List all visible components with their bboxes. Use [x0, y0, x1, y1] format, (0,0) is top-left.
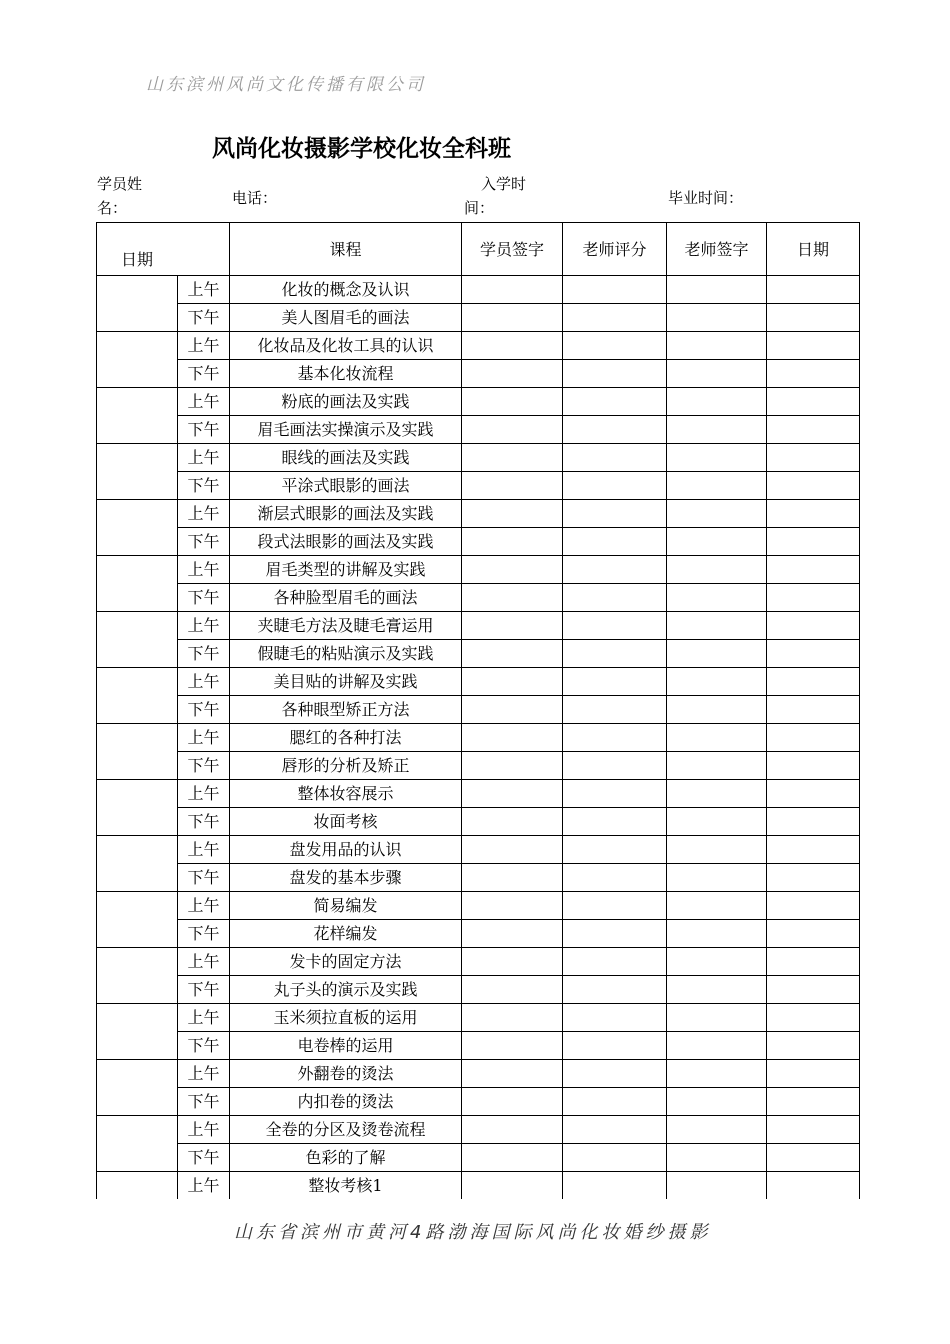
day-cell[interactable] — [97, 724, 178, 780]
teacher-score-cell[interactable] — [563, 808, 667, 836]
course-cell: 平涂式眼影的画法 — [230, 472, 462, 500]
table-row — [97, 1172, 860, 1200]
course-cell: 简易编发 — [230, 892, 462, 920]
day-cell[interactable] — [97, 332, 178, 388]
date-cell[interactable] — [767, 1032, 860, 1060]
date-cell[interactable] — [767, 752, 860, 780]
date-cell[interactable] — [767, 920, 860, 948]
day-cell[interactable] — [97, 556, 178, 612]
student-sign-cell[interactable] — [462, 1088, 563, 1116]
period-cell: 上午 — [178, 780, 230, 808]
date-cell[interactable] — [767, 948, 860, 976]
student-sign-cell[interactable] — [462, 416, 563, 444]
table-row — [97, 836, 860, 864]
period-cell: 上午 — [178, 276, 230, 304]
course-cell: 各种眼型矫正方法 — [230, 696, 462, 724]
teacher-score-cell[interactable] — [563, 1116, 667, 1144]
teacher-score-cell[interactable] — [563, 640, 667, 668]
date-cell[interactable] — [767, 668, 860, 696]
teacher-sign-cell[interactable] — [667, 948, 767, 976]
course-cell: 各种脸型眉毛的画法 — [230, 584, 462, 612]
date-cell[interactable] — [767, 696, 860, 724]
day-cell[interactable] — [97, 1116, 178, 1172]
course-cell: 粉底的画法及实践 — [230, 388, 462, 416]
period-cell: 上午 — [178, 1004, 230, 1032]
teacher-score-cell[interactable] — [563, 500, 667, 528]
teacher-sign-cell[interactable] — [667, 1060, 767, 1088]
date-cell[interactable] — [767, 1144, 860, 1172]
student-sign-cell[interactable] — [462, 668, 563, 696]
day-cell[interactable] — [97, 1060, 178, 1116]
table-row — [97, 1004, 860, 1032]
student-sign-cell[interactable] — [462, 724, 563, 752]
table-row — [97, 808, 860, 836]
teacher-score-cell[interactable] — [563, 1088, 667, 1116]
teacher-score-cell[interactable] — [563, 584, 667, 612]
day-cell[interactable] — [97, 612, 178, 668]
teacher-sign-cell[interactable] — [667, 1116, 767, 1144]
teacher-sign-cell[interactable] — [667, 752, 767, 780]
course-cell: 整体妆容展示 — [230, 780, 462, 808]
teacher-score-cell[interactable] — [563, 276, 667, 304]
table-row — [97, 500, 860, 528]
date-cell[interactable] — [767, 892, 860, 920]
teacher-score-cell[interactable] — [563, 1172, 667, 1200]
teacher-score-cell[interactable] — [563, 696, 667, 724]
period-cell: 上午 — [178, 836, 230, 864]
course-cell: 外翻卷的烫法 — [230, 1060, 462, 1088]
course-cell: 盘发用品的认识 — [230, 836, 462, 864]
table-row — [97, 976, 860, 1004]
teacher-score-cell[interactable] — [563, 1060, 667, 1088]
student-sign-cell[interactable] — [462, 276, 563, 304]
table-body — [97, 276, 860, 1200]
course-cell: 玉米须拉直板的运用 — [230, 1004, 462, 1032]
course-cell: 化妆的概念及认识 — [230, 276, 462, 304]
course-cell: 色彩的了解 — [230, 1144, 462, 1172]
teacher-score-cell[interactable] — [563, 1144, 667, 1172]
teacher-score-cell[interactable] — [563, 1032, 667, 1060]
day-cell[interactable] — [97, 892, 178, 948]
table-row — [97, 948, 860, 976]
teacher-sign-cell[interactable] — [667, 976, 767, 1004]
period-cell: 上午 — [178, 388, 230, 416]
date-cell[interactable] — [767, 500, 860, 528]
teacher-sign-cell[interactable] — [667, 472, 767, 500]
teacher-sign-cell[interactable] — [667, 724, 767, 752]
student-sign-cell[interactable] — [462, 752, 563, 780]
period-cell: 下午 — [178, 584, 230, 612]
date-cell[interactable] — [767, 780, 860, 808]
teacher-sign-cell[interactable] — [667, 864, 767, 892]
table-header-row — [97, 223, 860, 276]
date-cell[interactable] — [767, 528, 860, 556]
course-cell: 花样编发 — [230, 920, 462, 948]
course-cell: 唇形的分析及矫正 — [230, 752, 462, 780]
table-row — [97, 416, 860, 444]
teacher-score-cell[interactable] — [563, 668, 667, 696]
table-row — [97, 1088, 860, 1116]
student-sign-cell[interactable] — [462, 836, 563, 864]
table-row — [97, 472, 860, 500]
course-cell: 假睫毛的粘贴演示及实践 — [230, 640, 462, 668]
teacher-sign-cell[interactable] — [667, 332, 767, 360]
period-cell: 下午 — [178, 920, 230, 948]
date-cell[interactable] — [767, 332, 860, 360]
teacher-score-cell[interactable] — [563, 1004, 667, 1032]
course-cell: 腮红的各种打法 — [230, 724, 462, 752]
teacher-sign-cell[interactable] — [667, 360, 767, 388]
teacher-score-header: 老师评分 — [563, 223, 667, 276]
day-cell[interactable] — [97, 668, 178, 724]
course-cell: 发卡的固定方法 — [230, 948, 462, 976]
period-cell: 上午 — [178, 948, 230, 976]
day-cell[interactable] — [97, 388, 178, 444]
teacher-sign-cell[interactable] — [667, 388, 767, 416]
date-cell[interactable] — [767, 976, 860, 1004]
student-sign-cell[interactable] — [462, 920, 563, 948]
period-cell: 下午 — [178, 752, 230, 780]
teacher-sign-cell[interactable] — [667, 808, 767, 836]
table-row — [97, 388, 860, 416]
teacher-sign-cell[interactable] — [667, 1088, 767, 1116]
course-cell: 内扣卷的烫法 — [230, 1088, 462, 1116]
teacher-sign-cell[interactable] — [667, 276, 767, 304]
student-sign-cell[interactable] — [462, 444, 563, 472]
teacher-score-cell[interactable] — [563, 864, 667, 892]
table-row — [97, 1032, 860, 1060]
course-cell: 基本化妆流程 — [230, 360, 462, 388]
teacher-score-cell[interactable] — [563, 332, 667, 360]
date-cell[interactable] — [767, 808, 860, 836]
date-cell[interactable] — [767, 416, 860, 444]
teacher-sign-cell[interactable] — [667, 836, 767, 864]
table-row — [97, 276, 860, 304]
teacher-sign-cell[interactable] — [667, 1004, 767, 1032]
teacher-sign-cell[interactable] — [667, 1144, 767, 1172]
table-row — [97, 640, 860, 668]
teacher-sign-cell[interactable] — [667, 416, 767, 444]
teacher-sign-cell[interactable] — [667, 780, 767, 808]
teacher-score-cell[interactable] — [563, 724, 667, 752]
teacher-score-cell[interactable] — [563, 780, 667, 808]
student-sign-cell[interactable] — [462, 388, 563, 416]
teacher-score-cell[interactable] — [563, 528, 667, 556]
teacher-sign-cell[interactable] — [667, 696, 767, 724]
teacher-score-cell[interactable] — [563, 976, 667, 1004]
teacher-sign-cell[interactable] — [667, 444, 767, 472]
graduate-time-label: 毕业时间： — [668, 189, 744, 207]
table-row — [97, 332, 860, 360]
date-cell[interactable] — [767, 640, 860, 668]
student-sign-cell[interactable] — [462, 584, 563, 612]
course-schedule-table — [96, 222, 860, 1199]
date-cell[interactable] — [767, 584, 860, 612]
date-cell[interactable] — [767, 304, 860, 332]
student-sign-cell[interactable] — [462, 1144, 563, 1172]
student-sign-cell[interactable] — [462, 640, 563, 668]
table-row — [97, 892, 860, 920]
teacher-score-cell[interactable] — [563, 444, 667, 472]
course-cell: 夹睫毛方法及睫毛膏运用 — [230, 612, 462, 640]
student-sign-cell[interactable] — [462, 808, 563, 836]
period-cell: 下午 — [178, 1032, 230, 1060]
course-cell: 眉毛画法实操演示及实践 — [230, 416, 462, 444]
student-sign-cell[interactable] — [462, 612, 563, 640]
table-row — [97, 752, 860, 780]
student-sign-cell[interactable] — [462, 780, 563, 808]
period-cell: 上午 — [178, 1172, 230, 1200]
period-cell: 上午 — [178, 1116, 230, 1144]
student-sign-cell[interactable] — [462, 472, 563, 500]
period-cell: 下午 — [178, 1088, 230, 1116]
teacher-score-cell[interactable] — [563, 388, 667, 416]
student-sign-cell[interactable] — [462, 500, 563, 528]
teacher-sign-cell[interactable] — [667, 500, 767, 528]
table-row — [97, 724, 860, 752]
table-row — [97, 1116, 860, 1144]
student-sign-cell[interactable] — [462, 696, 563, 724]
teacher-score-cell[interactable] — [563, 472, 667, 500]
table-row — [97, 304, 860, 332]
teacher-sign-cell[interactable] — [667, 1172, 767, 1200]
period-cell: 上午 — [178, 1060, 230, 1088]
enroll-time-label: 入学时 间： — [464, 175, 527, 217]
period-cell: 下午 — [178, 304, 230, 332]
teacher-score-cell[interactable] — [563, 416, 667, 444]
day-cell[interactable] — [97, 276, 178, 332]
period-cell: 下午 — [178, 640, 230, 668]
student-sign-cell[interactable] — [462, 528, 563, 556]
teacher-score-cell[interactable] — [563, 752, 667, 780]
date-cell[interactable] — [767, 388, 860, 416]
date-cell[interactable] — [767, 1116, 860, 1144]
course-cell: 盘发的基本步骤 — [230, 864, 462, 892]
student-sign-cell[interactable] — [462, 864, 563, 892]
table-row — [97, 1144, 860, 1172]
table-row — [97, 696, 860, 724]
period-cell: 上午 — [178, 668, 230, 696]
teacher-score-cell[interactable] — [563, 892, 667, 920]
table-row — [97, 1060, 860, 1088]
student-sign-cell[interactable] — [462, 304, 563, 332]
table-row — [97, 920, 860, 948]
table-row — [97, 668, 860, 696]
day-cell[interactable] — [97, 500, 178, 556]
day-cell[interactable] — [97, 444, 178, 500]
teacher-sign-header: 老师签字 — [667, 223, 767, 276]
course-cell: 整妆考核1 — [230, 1172, 462, 1200]
course-cell: 美目贴的讲解及实践 — [230, 668, 462, 696]
period-cell: 上午 — [178, 892, 230, 920]
day-cell[interactable] — [97, 1172, 178, 1200]
date-cell[interactable] — [767, 472, 860, 500]
course-cell: 电卷棒的运用 — [230, 1032, 462, 1060]
day-cell[interactable] — [97, 836, 178, 892]
course-cell: 段式法眼影的画法及实践 — [230, 528, 462, 556]
teacher-sign-cell[interactable] — [667, 920, 767, 948]
teacher-score-cell[interactable] — [563, 612, 667, 640]
date-cell[interactable] — [767, 724, 860, 752]
student-info-row — [0, 172, 950, 220]
teacher-sign-cell[interactable] — [667, 612, 767, 640]
student-sign-cell[interactable] — [462, 1004, 563, 1032]
student-sign-cell[interactable] — [462, 1116, 563, 1144]
course-cell: 眼线的画法及实践 — [230, 444, 462, 472]
course-cell: 眉毛类型的讲解及实践 — [230, 556, 462, 584]
day-cell[interactable] — [97, 780, 178, 836]
student-sign-cell[interactable] — [462, 360, 563, 388]
period-cell: 下午 — [178, 808, 230, 836]
period-cell: 下午 — [178, 472, 230, 500]
page-title: 风尚化妆摄影学校化妆全科班 — [212, 136, 511, 162]
teacher-score-cell[interactable] — [563, 304, 667, 332]
date-cell[interactable] — [767, 836, 860, 864]
company-header: 山东滨州风尚文化传播有限公司 — [146, 75, 426, 95]
date-cell[interactable] — [767, 1172, 860, 1200]
course-cell: 丸子头的演示及实践 — [230, 976, 462, 1004]
teacher-sign-cell[interactable] — [667, 892, 767, 920]
student-name-label: 学员姓 名： — [97, 175, 143, 217]
date-cell[interactable] — [767, 612, 860, 640]
date-cell[interactable] — [767, 360, 860, 388]
teacher-score-cell[interactable] — [563, 556, 667, 584]
table-row — [97, 864, 860, 892]
period-cell: 下午 — [178, 528, 230, 556]
teacher-score-cell[interactable] — [563, 360, 667, 388]
teacher-sign-cell[interactable] — [667, 668, 767, 696]
student-sign-cell[interactable] — [462, 892, 563, 920]
date-cell[interactable] — [767, 276, 860, 304]
phone-label: 电话： — [232, 189, 278, 207]
teacher-sign-cell[interactable] — [667, 304, 767, 332]
course-header: 课程 — [230, 223, 462, 276]
period-cell: 下午 — [178, 416, 230, 444]
period-cell: 下午 — [178, 976, 230, 1004]
course-cell: 妆面考核 — [230, 808, 462, 836]
period-cell: 上午 — [178, 500, 230, 528]
teacher-score-cell[interactable] — [563, 920, 667, 948]
student-sign-cell[interactable] — [462, 556, 563, 584]
period-cell: 上午 — [178, 612, 230, 640]
period-cell: 上午 — [178, 556, 230, 584]
period-cell: 上午 — [178, 332, 230, 360]
teacher-sign-cell[interactable] — [667, 640, 767, 668]
teacher-sign-cell[interactable] — [667, 528, 767, 556]
student-sign-cell[interactable] — [462, 1172, 563, 1200]
date-cell[interactable] — [767, 1088, 860, 1116]
period-cell: 上午 — [178, 444, 230, 472]
table-row — [97, 556, 860, 584]
period-cell: 下午 — [178, 360, 230, 388]
date-cell[interactable] — [767, 556, 860, 584]
date-cell[interactable] — [767, 1004, 860, 1032]
day-cell[interactable] — [97, 1004, 178, 1060]
teacher-score-cell[interactable] — [563, 836, 667, 864]
period-cell: 下午 — [178, 1144, 230, 1172]
table-row — [97, 612, 860, 640]
student-sign-header: 学员签字 — [462, 223, 563, 276]
table-row — [97, 360, 860, 388]
teacher-sign-cell[interactable] — [667, 584, 767, 612]
teacher-sign-cell[interactable] — [667, 556, 767, 584]
date2-header: 日期 — [767, 223, 860, 276]
student-sign-cell[interactable] — [462, 948, 563, 976]
table-row — [97, 528, 860, 556]
date-cell[interactable] — [767, 444, 860, 472]
period-cell: 上午 — [178, 724, 230, 752]
teacher-score-cell[interactable] — [563, 948, 667, 976]
student-sign-cell[interactable] — [462, 976, 563, 1004]
period-cell: 下午 — [178, 696, 230, 724]
period-cell: 下午 — [178, 864, 230, 892]
teacher-sign-cell[interactable] — [667, 1032, 767, 1060]
table-row — [97, 444, 860, 472]
student-sign-cell[interactable] — [462, 1032, 563, 1060]
course-cell: 渐层式眼影的画法及实践 — [230, 500, 462, 528]
table-row — [97, 780, 860, 808]
day-cell[interactable] — [97, 948, 178, 1004]
date-header: 日期 — [97, 223, 230, 276]
course-cell: 全卷的分区及烫卷流程 — [230, 1116, 462, 1144]
date-cell[interactable] — [767, 864, 860, 892]
course-cell: 美人图眉毛的画法 — [230, 304, 462, 332]
footer-address: 山东省滨州市黄河4路渤海国际风尚化妆婚纱摄影 — [234, 1222, 712, 1243]
table-row — [97, 584, 860, 612]
course-cell: 化妆品及化妆工具的认识 — [230, 332, 462, 360]
student-sign-cell[interactable] — [462, 1060, 563, 1088]
student-sign-cell[interactable] — [462, 332, 563, 360]
date-cell[interactable] — [767, 1060, 860, 1088]
